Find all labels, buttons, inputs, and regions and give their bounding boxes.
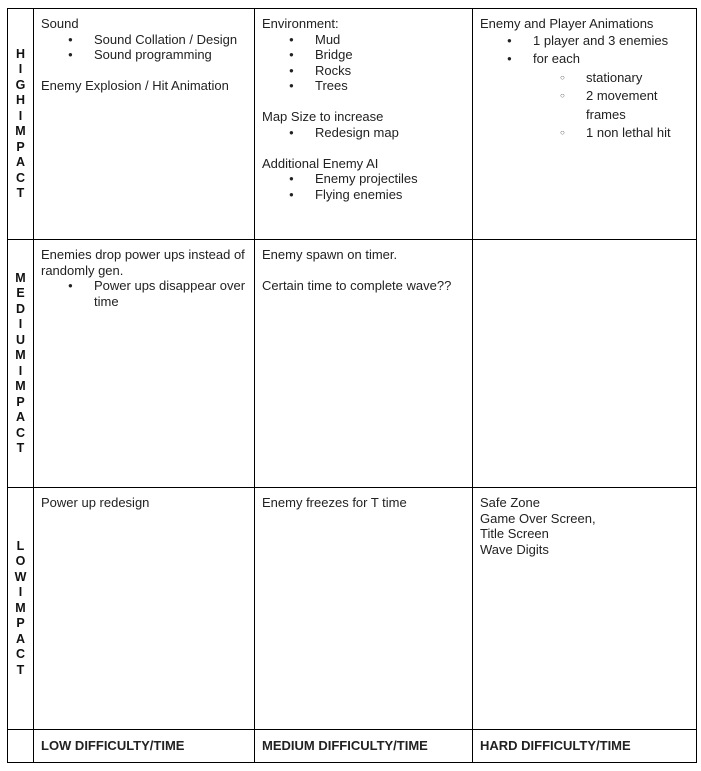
row-label-high-impact: HIGH IMPACT [15,46,29,200]
cell-medium-medium [255,240,473,488]
list-item: ● Flying enemies [315,187,465,203]
cell-high-medium [255,9,473,240]
corner-cell [8,730,34,763]
list-item: ● 1 player and 3 enemies [533,32,689,51]
cell-heading: Map Size to increase [262,109,384,124]
cell-heading: Enemy and Player Animations [480,16,654,31]
bullet-list [262,32,465,94]
cell-text: Certain time to complete wave?? [262,278,452,293]
cell-text: Enemy freezes for T time [262,495,407,510]
bullet-list [480,32,689,143]
cell-high-hard [473,9,697,240]
impact-difficulty-matrix [7,8,697,763]
sub-list-item: ○ 1 non lethal hit [586,124,689,143]
cell-medium-low [34,240,255,488]
bullet-list [41,278,247,309]
cell-text: Enemy Explosion / Hit Animation [41,78,229,93]
cell-text: Game Over Screen, [480,510,596,526]
cell-low-low [34,488,255,730]
cell-heading: Environment: [262,16,339,31]
cell-text: Safe Zone [480,495,540,510]
list-item: ● Sound Collation / Design [94,32,247,48]
row-label-low-impact: LOW IMPACT [14,538,30,677]
list-item: ● Trees [315,78,465,94]
bullet-list [41,32,247,63]
column-label-hard-difficulty: HARD DIFFICULTY/TIME [473,730,697,763]
sub-list-item: ○ stationary [586,69,689,88]
cell-text: Wave Digits [480,541,549,557]
cell-heading: Additional Enemy AI [262,155,379,171]
row-difficulty-labels [8,730,697,763]
bullet-list [262,171,465,202]
row-label-medium-impact: MEDIUM IMPACT [15,270,30,455]
list-item: ● Enemy projectiles [315,171,465,187]
cell-low-medium [255,488,473,730]
list-item: ● Rocks [315,63,465,79]
cell-text: Enemy spawn on timer. [262,247,398,262]
column-label-medium-difficulty: MEDIUM DIFFICULTY/TIME [255,730,473,763]
row-label-cell [8,240,34,488]
cell-text: Title Screen [480,526,549,541]
list-item: ● Power ups disappear over time [94,278,247,309]
sub-bullet-list [533,69,689,143]
bullet-list [262,125,465,141]
row-low-impact [8,488,697,730]
cell-heading: Sound [41,16,79,31]
cell-medium-hard [473,240,697,488]
list-item: ● Sound programming [94,47,247,63]
row-medium-impact [8,240,697,488]
row-label-cell [8,488,34,730]
list-item: ● Bridge [315,47,465,63]
cell-heading: Enemies drop power ups instead of randomly gen. [41,247,245,278]
cell-high-low [34,9,255,240]
row-label-cell [8,9,34,240]
sub-list-item: ○ 2 movement frames [586,87,689,124]
list-item: ● Redesign map [315,125,465,141]
list-item [533,50,689,143]
row-high-impact [8,9,697,240]
column-label-low-difficulty: LOW DIFFICULTY/TIME [34,730,255,763]
list-item: ● Mud [315,32,465,48]
list-item-label: for each [533,51,580,66]
cell-text: Power up redesign [41,495,150,510]
cell-low-hard [473,488,697,730]
